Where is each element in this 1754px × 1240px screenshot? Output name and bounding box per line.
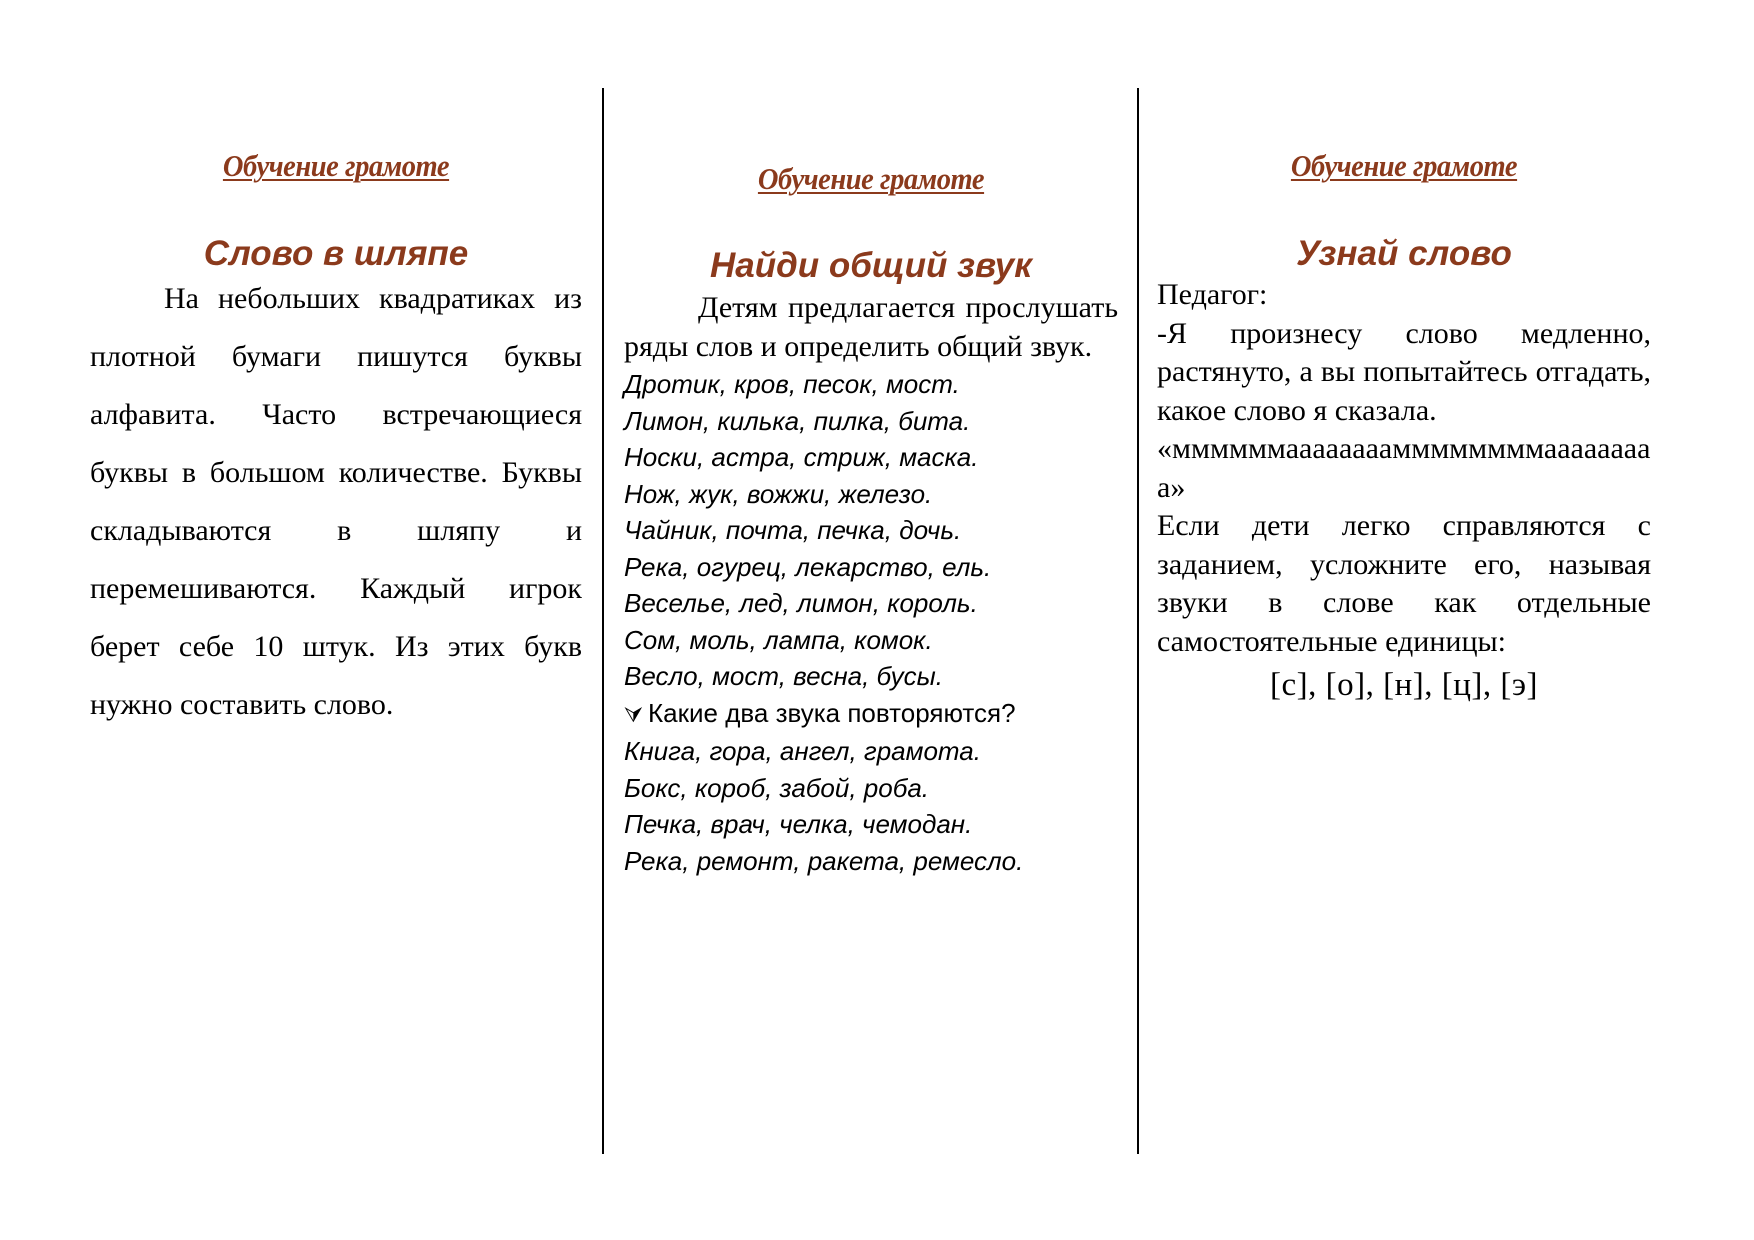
word-row: Весло, мост, весна, бусы. <box>624 661 943 691</box>
word-row: Чайник, почта, печка, дочь. <box>624 515 962 545</box>
game-title: Найди общий звук <box>710 246 1032 285</box>
game-instructions: Детям предлагается прослушать ряды слов и определить общий звук. <box>624 291 1118 363</box>
series-title: Обучение грамоте <box>1290 148 1518 183</box>
word-list-2 <box>624 733 1118 879</box>
word-row: Река, ремонт, ракета, ремесло. <box>624 845 1024 876</box>
word-row: Носки, астра, стриж, маска. <box>624 442 979 472</box>
word-row: Бокс, короб, забой, роба. <box>624 772 930 803</box>
word-row: Сом, моль, лампа, комок. <box>624 624 933 655</box>
word-row: Лимон, килька, пилка, бита. <box>624 405 971 436</box>
series-title: Обучение грамоте <box>222 148 450 183</box>
game-title: Слово в шляпе <box>203 234 469 273</box>
stretched-word: «ммммммааааааааммммммммааааааааа» <box>1157 432 1651 504</box>
word-list <box>624 366 1118 695</box>
word-row: Нож, жук, вожжи, железо. <box>624 478 933 509</box>
game-title: Узнай слово <box>1296 234 1512 273</box>
question-line <box>624 695 1118 734</box>
word-row: Дротик, кров, песок, мост. <box>624 369 960 399</box>
difficulty-tip: Если дети легко справляются с заданием, усложните его, называя звуки в слове как отдельные самостоятельные единицы: <box>1157 509 1651 658</box>
teacher-speech: -Я произнесу слово медленно, растянуто, а вы попытайтесь отгадать, какое слово я сказала. <box>1157 316 1651 427</box>
column-divider-left <box>602 88 604 1154</box>
word-row: Печка, врач, челка, чемодан. <box>624 809 973 839</box>
arrow-down-icon: ⮛ <box>624 701 643 727</box>
game-description: На небольших квадратиках из плотной бумаги пишутся буквы алфавита. Часто встречающиеся буквы в большом количестве. Буквы складываются в шляпу и перемешиваются. Каждый игрок берет себе 10 штук. Из этих букв нужно составить слово. <box>90 282 582 721</box>
column-divider-right <box>1137 88 1139 1154</box>
series-title: Обучение грамоте <box>757 161 985 196</box>
word-row: Река, огурец, лекарство, ель. <box>624 551 992 582</box>
speaker-label: Педагог: <box>1157 278 1268 311</box>
question-text: Какие два звука повторяются? <box>648 697 1016 728</box>
sound-units: [с], [о], [н], [ц], [э] <box>1269 667 1539 703</box>
word-row: Книга, гора, ангел, грамота. <box>624 736 981 766</box>
word-row: Веселье, лед, лимон, король. <box>624 588 978 618</box>
